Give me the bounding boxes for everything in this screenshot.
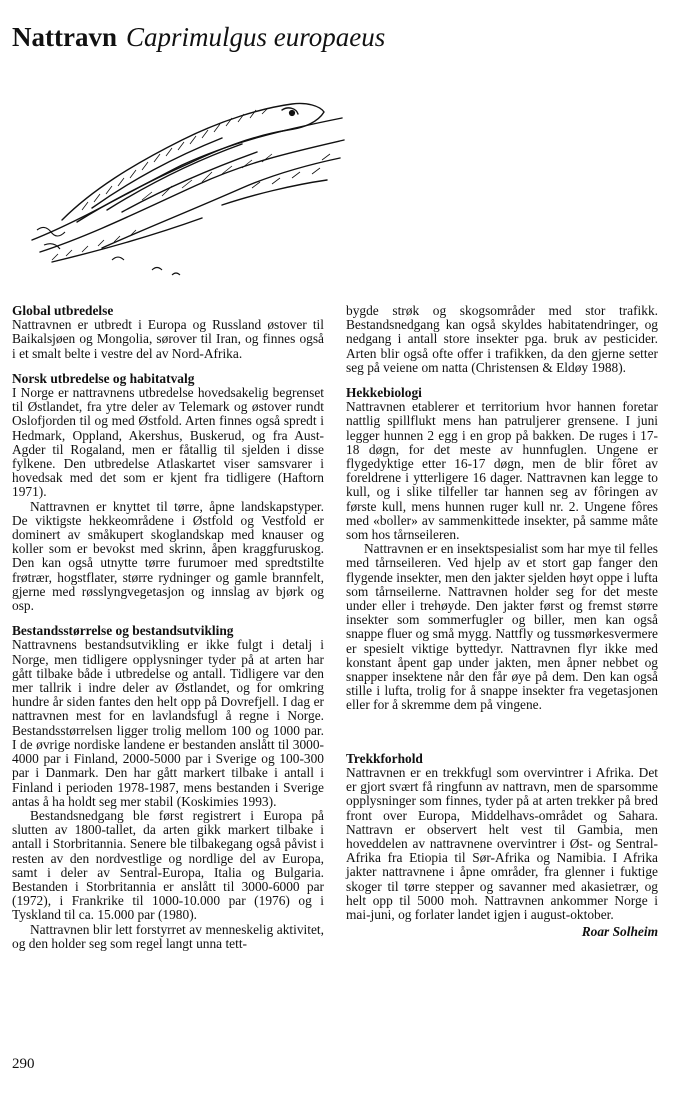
left-column xyxy=(12,304,324,962)
author-name: Roar Solheim xyxy=(581,924,658,940)
paragraph: Nattravnens bestandsutvikling er ikke fulgt i detalj i Norge, men tidligere opplysninger tyder på at arten har gått tilbake både i utbredelse og antall. Tidligere var den mer tallrik i indre deler av Østlandet, og for omkring hundre år siden fantes den helt opp på Dovrefjell. I dag er nattravnen mest for en lavlandsfugl å regne i Norge. Bestandsstørrelsen ligger trolig mellom 100 og 1000 par. I de øvrige nordiske landene er bestanden anslått til 3000-4000 par i Finland, 2000-5000 par i Sverige og 100-300 par i Danmark. Den har gått markert tilbake i antall i Finland i perioden 1978-1987, mens bestanden i Sverige antas å ha holdt seg mer stabil (Koskimies 1993). xyxy=(12,637,324,809)
heading-migration: Trekkforhold xyxy=(346,750,423,766)
paragraph: Nattravnen blir lett forstyrret av menneskelig aktivitet, og den holder seg som regel langt unna tett- xyxy=(12,921,324,951)
paragraph: I Norge er nattravnens utbredelse hovedsakelig begrenset til Østlandet, fra ytre deler av Telemark og østover rundt Oslofjorden til og med Østfold. Arten finnes også spredt i Hedmark, Oppland, Akershus, Buskerud, og fra Aust-Agder til Rogaland, men er fåtallig til sjelden i disse fylkene. Den utbredelse Atlaskartet viser samsvarer i hovedsak med det som er kjent fra tidligere (Haftorn 1971). xyxy=(12,385,324,500)
section-population xyxy=(12,624,324,951)
species-norwegian-name: Nattravn xyxy=(12,22,117,52)
right-column xyxy=(346,304,658,950)
section-migration xyxy=(346,752,658,940)
section-population-continued xyxy=(346,304,658,375)
page-title xyxy=(12,22,385,52)
section-norwegian xyxy=(12,372,324,613)
section-breeding xyxy=(346,386,658,713)
heading-global-distribution: Global utbredelse xyxy=(12,303,114,318)
paragraph: Nattravnen er en insektspesialist som har mye til felles med tårnseileren. Ved hjelp av et stort gap fanger den flygende insekter, men den jakter sjelden høyt oppe i lufta som tårnseilerne. Nattravnen holder seg for det meste under eller i trehøyde. Den jakter først og fremst større insekter som sommerfugler og biller, men kan også snappe fluer og små mygg. Nattfly og tussmørkesvermere er spesielt viktige byttedyr. Nattravnen flyr ikke med konstant åpent gap under jakten, men åpner nebbet og snapper insektene når den får øye på dem. Den kan også stille i lufta, trolig for å snappe insekter fra vegetasjonen eller for å skremme dem på vingene. xyxy=(346,541,658,713)
paragraph: Nattravnen er utbredt i Europa og Russland østover til Baikalsjøen og Mongolia, sørover til Iran, og finnes også i et smalt belte i vestre del av Nord-Afrika. xyxy=(12,317,324,361)
heading-population: Bestandsstørrelse og bestandsutvikling xyxy=(12,623,234,639)
heading-breeding: Hekkebiologi xyxy=(346,385,422,401)
page-number: 290 xyxy=(12,1056,35,1072)
section-global xyxy=(12,304,324,361)
heading-norwegian-distribution: Norsk utbredelse og habitatvalg xyxy=(12,370,195,386)
paragraph: bygde strøk og skogsområder med stor trafikk. Bestandsnedgang kan også skyldes habitatendringer, og nedgang i antall store insekter pga. bruk av pesticider. Arten blir også ofte offer i trafikken, da den gjerne setter seg på veiene om natta (Christensen & Eldøy 1988). xyxy=(346,303,658,375)
paragraph: Nattravnen etablerer et territorium hvor hannen foretar nattlig spillflukt mens han patruljerer grensene. I juni legger hunnen 2 egg i en grop på bakken. De ruges i 17-18 døgn, for det meste av hunnfuglen. Ungene er flygedyktige etter 16-17 døgn, men de blir fôret av foreldrene i ytterligere 16 dager. Nattravnen kan legge to kull, og i slike tilfeller tar hannen seg av fôringen av første kull, mens hunnen ruger kull nr. 2. Ungene fôres med «boller» av sammenkittede insekter, på samme måte som hos tårnseileren. xyxy=(346,399,658,543)
paragraph: Nattravnen er en trekkfugl som overvintrer i Afrika. Det er gjort svært få ringfunn av nattravn, men de sparsomme opplysninger som finnes, tyder på at arten trekker på bred front over Europa, Middelhavs-området og Sahara. Nattravn er observert helt vest til Gambia, men hoveddelen av nattravnene overvintrer i Øst- og Sentral-Afrika fra Etiopia til Sør-Afrika og Namibia. I Afrika jakter nattravnene i åpne områder, fra glenner i fuktige skoger til tørre stepper og savanner med akasietrær, og helt opp til 5000 moh. Nattravnen ankommer Norge i mai-juni, og forlater landet igjen i august-oktober. xyxy=(346,764,658,922)
nightjar-illustration-icon xyxy=(22,70,352,280)
species-latin-name: Caprimulgus europaeus xyxy=(125,22,386,52)
paragraph: Bestandsnedgang ble først registrert i Europa på slutten av 1800-tallet, da arten gikk markert tilbake i antall i Storbritannia. Senere ble tilbakegang også påvist i resten av den nordvestlige og nordlige del av Europa, samt i deler av Sentral-Europa, Italia og Bulgaria. Bestanden i Storbritannia er anslått til 3000-6000 par (1972), i Frankrike til 1000-10.000 par (1976) og i Tyskland til ca. 15.000 par (1980). xyxy=(12,807,324,923)
paragraph: Nattravnen er knyttet til tørre, åpne landskapstyper. De viktigste hekkeområdene i Østfold og Vestfold er dominert av småkupert skoglandskap med knauser og koller som er bevokst med skrinn, åpen kraggfuruskog. Den kan også utnytte tørre furumoer med spredtstilte frøtrær, hogstflater, større rydninger og gamle brannfelt, gjerne med røsslyngvegetasjon og innslag av bjørk og osp. xyxy=(12,498,324,614)
